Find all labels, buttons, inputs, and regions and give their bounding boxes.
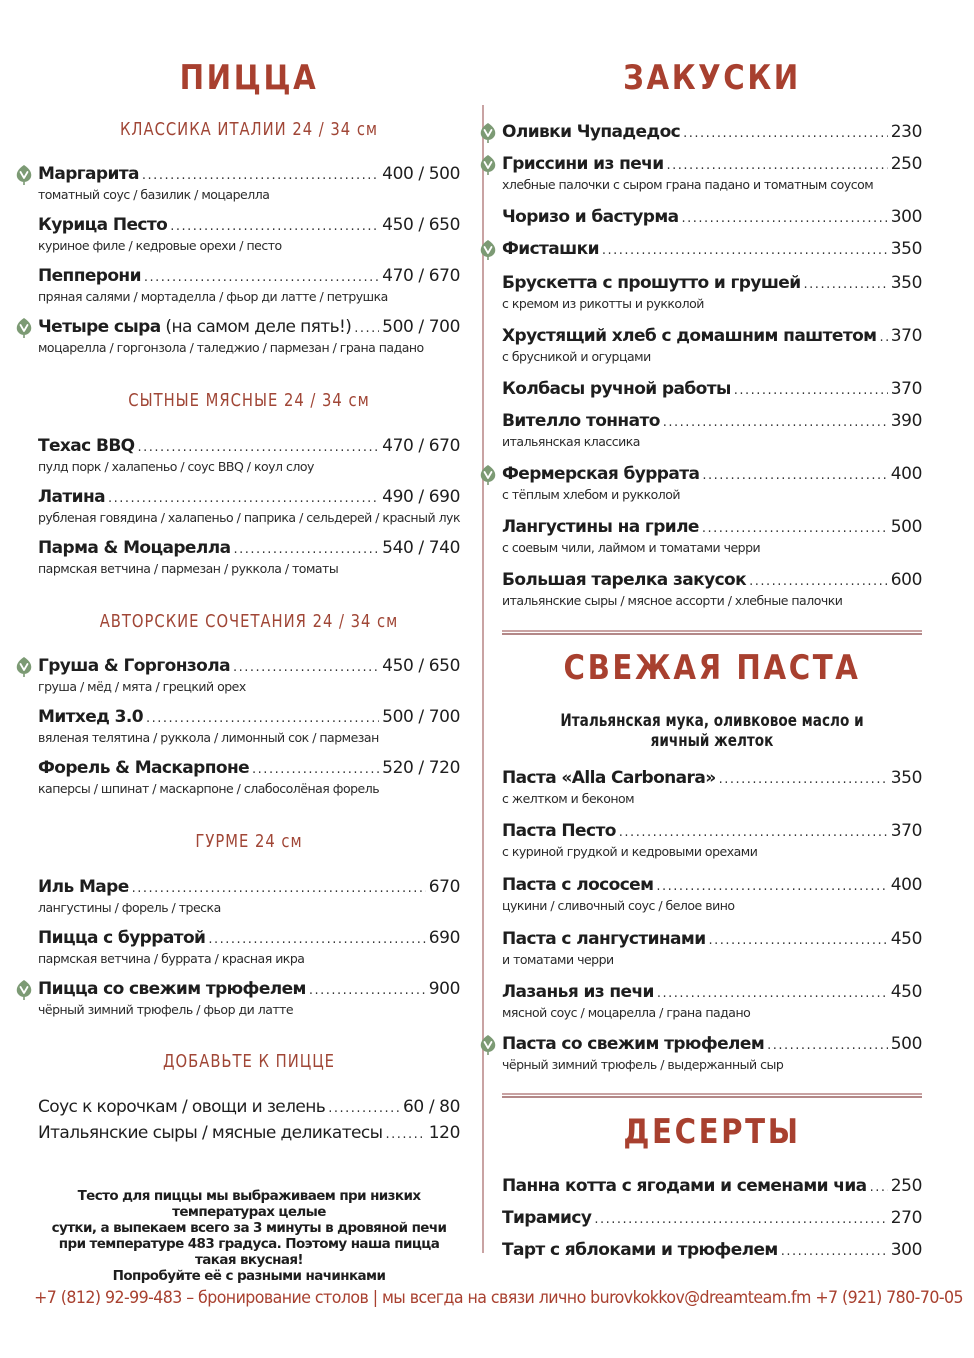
section-title-gourmet: ГУРМЕ 24 см bbox=[195, 831, 303, 852]
dot-leader bbox=[385, 1124, 425, 1146]
dot-leader bbox=[656, 876, 887, 898]
item-price: 540 / 740 bbox=[382, 538, 460, 558]
column-divider bbox=[482, 105, 484, 1253]
item-price: 300 bbox=[890, 1240, 922, 1260]
vegetarian-leaf-icon bbox=[16, 165, 32, 185]
item-name: Большая тарелка закусок bbox=[502, 570, 747, 590]
item-price: 370 bbox=[890, 379, 922, 399]
item-name: Чоризо и бастурма bbox=[502, 207, 679, 227]
item-description: рубленая говядина / халапеньо / паприка / сельдерей / красный лук bbox=[38, 510, 461, 525]
vegetarian-leaf-icon bbox=[480, 123, 496, 143]
menu-item bbox=[38, 163, 460, 203]
menu-item bbox=[502, 928, 922, 968]
item-name: Иль Маре bbox=[38, 877, 129, 897]
dot-leader bbox=[663, 412, 888, 434]
item-price: 470 / 670 bbox=[382, 436, 460, 456]
menu-item bbox=[502, 272, 922, 312]
menu-item bbox=[502, 1033, 922, 1073]
item-description: с кремом из рикотты и рукколой bbox=[502, 296, 704, 311]
item-description: мясной соус / моцарелла / грана падано bbox=[502, 1005, 751, 1020]
item-description: пармская ветчина / пармезан / руккола / томаты bbox=[38, 561, 339, 576]
vegetarian-leaf-icon bbox=[480, 465, 496, 485]
item-name: Пицца со свежим трюфелем bbox=[38, 979, 306, 999]
item-name: Паста со свежим трюфелем bbox=[502, 1034, 765, 1054]
item-name-extra: (на самом деле пять!) bbox=[160, 317, 352, 337]
menu-item bbox=[502, 767, 922, 807]
section-title-addons: ДОБАВЬТЕ К ПИЦЦЕ bbox=[163, 1051, 335, 1072]
item-name: Техас BBQ bbox=[38, 436, 135, 456]
item-name: Пепперони bbox=[38, 266, 141, 286]
dot-leader bbox=[146, 708, 379, 730]
menu-item bbox=[38, 706, 460, 746]
item-description: пулд порк / халапеньо / соус BBQ / коул слоу bbox=[38, 459, 314, 474]
item-name: Маргарита bbox=[38, 164, 139, 184]
dot-leader bbox=[144, 267, 379, 289]
item-name: Тарт с яблоками и трюфелем bbox=[502, 1240, 778, 1260]
appetizers-title: ЗАКУСКИ bbox=[623, 58, 801, 98]
item-name: Соус к корочкам / овощи и зелень bbox=[38, 1097, 326, 1117]
vegetarian-leaf-icon bbox=[16, 980, 32, 1000]
menu-item bbox=[38, 978, 460, 1018]
item-price: 470 / 670 bbox=[382, 266, 460, 286]
dot-leader bbox=[683, 123, 888, 145]
item-description: пряная салями / мортаделла / фьор ди латте / петрушка bbox=[38, 289, 388, 304]
item-name: Вителло тоннато bbox=[502, 411, 660, 431]
menu-item bbox=[502, 325, 922, 365]
item-price: 400 bbox=[890, 875, 922, 895]
menu-item bbox=[38, 316, 460, 356]
item-name: Оливки Чупадедос bbox=[502, 122, 681, 142]
dot-leader bbox=[328, 1098, 400, 1120]
vegetarian-leaf-icon bbox=[16, 657, 32, 677]
item-description: с желтком и беконом bbox=[502, 791, 635, 806]
section-divider bbox=[502, 630, 922, 635]
item-description: лангустины / форель / треска bbox=[38, 900, 221, 915]
dot-leader bbox=[108, 488, 379, 510]
item-name: Брускетта с прошутто и грушей bbox=[502, 273, 801, 293]
dot-leader bbox=[781, 1241, 888, 1263]
menu-item bbox=[502, 238, 922, 262]
item-name: Фисташки bbox=[502, 239, 599, 259]
dot-leader bbox=[170, 216, 379, 238]
vegetarian-leaf-icon bbox=[16, 318, 32, 338]
menu-item bbox=[38, 265, 460, 305]
item-name: Митхед 3.0 bbox=[38, 707, 143, 727]
item-description: моцарелла / горгонзола / таледжио / пармезан / грана падано bbox=[38, 340, 424, 355]
item-name: Латина bbox=[38, 487, 105, 507]
menu-item bbox=[502, 569, 922, 609]
item-price: 450 bbox=[890, 982, 922, 1002]
dot-leader bbox=[252, 759, 379, 781]
item-price: 900 bbox=[428, 979, 460, 999]
item-price: 500 / 700 bbox=[382, 317, 460, 337]
dot-leader bbox=[709, 930, 888, 952]
item-description: с тёплым хлебом и рукколой bbox=[502, 487, 681, 502]
item-description: цукини / сливочный соус / белое вино bbox=[502, 898, 735, 913]
item-name: Панна котта с ягодами и семенами чиа bbox=[502, 1176, 867, 1196]
item-description: вяленая телятина / руккола / лимонный сок / пармезан bbox=[38, 730, 379, 745]
menu-item bbox=[502, 206, 922, 230]
section-divider bbox=[502, 1093, 922, 1098]
item-price: 450 bbox=[890, 929, 922, 949]
note-line: при температуре 483 градуса. Поэтому наша пицца такая вкусная! bbox=[58, 1236, 440, 1268]
dot-leader bbox=[767, 1035, 888, 1057]
item-description: с куриной грудкой и кедровыми орехами bbox=[502, 844, 758, 859]
item-description: с соевым чили, лаймом и томатами черри bbox=[502, 540, 761, 555]
menu-item bbox=[502, 516, 922, 556]
menu-item bbox=[502, 820, 922, 860]
dot-leader bbox=[734, 380, 888, 402]
pasta-subtitle: Итальянская мука, оливковое масло и яичный желток bbox=[560, 711, 864, 751]
dot-leader bbox=[233, 539, 379, 561]
item-price: 250 bbox=[890, 154, 922, 174]
item-name: Лазанья из печи bbox=[502, 982, 654, 1002]
item-name: Гриссини из печи bbox=[502, 154, 664, 174]
item-name: Колбасы ручной работы bbox=[502, 379, 731, 399]
item-name: Форель & Маскарпоне bbox=[38, 758, 250, 778]
item-description: каперсы / шпинат / маскарпоне / слабосолёная форель bbox=[38, 781, 380, 796]
dot-leader bbox=[142, 165, 379, 187]
menu-item bbox=[502, 874, 922, 914]
dot-leader bbox=[208, 929, 425, 951]
item-name: Курица Песто bbox=[38, 215, 168, 235]
menu-item bbox=[38, 214, 460, 254]
item-price: 270 bbox=[890, 1208, 922, 1228]
item-name bbox=[38, 316, 351, 338]
dot-leader bbox=[657, 983, 888, 1005]
dot-leader bbox=[233, 657, 379, 679]
item-name: Лангустины на гриле bbox=[502, 517, 699, 537]
menu-item bbox=[38, 1096, 460, 1120]
note-line: сутки, а выпекаем всего за 3 минуты в дровяной печи bbox=[51, 1220, 447, 1236]
item-price: 450 / 650 bbox=[382, 215, 460, 235]
item-name: Парма & Моцарелла bbox=[38, 538, 231, 558]
pizza-dough-note bbox=[38, 1188, 460, 1284]
item-price: 500 bbox=[890, 517, 922, 537]
item-name: Тирамису bbox=[502, 1208, 592, 1228]
item-price: 390 bbox=[890, 411, 922, 431]
section-title-signature: АВТОРСКИЕ СОЧЕТАНИЯ 24 / 34 см bbox=[99, 611, 399, 632]
item-description: хлебные палочки с сыром грана падано и томатным соусом bbox=[502, 177, 874, 192]
item-description: груша / мёд / мята / грецкий орех bbox=[38, 679, 246, 694]
item-price: 490 / 690 bbox=[382, 487, 460, 507]
item-price: 520 / 720 bbox=[382, 758, 460, 778]
menu-item bbox=[502, 410, 922, 450]
dot-leader bbox=[804, 274, 888, 296]
dot-leader bbox=[594, 1209, 887, 1231]
item-name: Паста «Alla Carbonara» bbox=[502, 768, 716, 788]
item-price: 370 bbox=[890, 821, 922, 841]
item-name: Груша & Горгонзола bbox=[38, 656, 230, 676]
item-description: куриное филе / кедровые орехи / песто bbox=[38, 238, 282, 253]
vegetarian-leaf-icon bbox=[480, 1035, 496, 1055]
item-name: Фермерская буррата bbox=[502, 464, 700, 484]
item-price: 230 bbox=[890, 122, 922, 142]
menu-item bbox=[38, 655, 460, 695]
item-description: итальянские сыры / мясное ассорти / хлебные палочки bbox=[502, 593, 843, 608]
dot-leader bbox=[309, 980, 426, 1002]
menu-item bbox=[38, 537, 460, 577]
dot-leader bbox=[749, 571, 888, 593]
dot-leader bbox=[667, 155, 888, 177]
dot-leader bbox=[138, 437, 380, 459]
menu-item bbox=[502, 121, 922, 145]
dot-leader bbox=[702, 465, 887, 487]
dot-leader bbox=[619, 822, 888, 844]
dot-leader bbox=[702, 518, 888, 540]
item-price: 350 bbox=[890, 239, 922, 259]
dot-leader bbox=[602, 240, 888, 262]
vegetarian-leaf-icon bbox=[480, 240, 496, 260]
vegetarian-leaf-icon bbox=[480, 155, 496, 175]
item-price: 350 bbox=[890, 273, 922, 293]
menu-item bbox=[502, 463, 922, 503]
menu-item bbox=[38, 486, 460, 526]
item-price: 670 bbox=[428, 877, 460, 897]
item-description: чёрный зимний трюфель / выдержанный сыр bbox=[502, 1057, 784, 1072]
item-name: Паста Песто bbox=[502, 821, 616, 841]
dot-leader bbox=[682, 208, 888, 230]
item-description: итальянская классика bbox=[502, 434, 640, 449]
item-price: 370 bbox=[890, 326, 922, 346]
item-description: и томатами черри bbox=[502, 952, 614, 967]
item-price: 300 bbox=[890, 207, 922, 227]
menu-item bbox=[38, 927, 460, 967]
menu-item bbox=[38, 435, 460, 475]
section-title-classics: КЛАССИКА ИТАЛИИ 24 / 34 см bbox=[119, 119, 379, 140]
item-description: с брусникой и огурцами bbox=[502, 349, 651, 364]
item-name: Паста с лангустинами bbox=[502, 929, 706, 949]
menu-item bbox=[38, 1122, 460, 1146]
item-name: Хрустящий хлеб с домашним паштетом bbox=[502, 326, 877, 346]
pasta-title: СВЕЖАЯ ПАСТА bbox=[563, 648, 861, 688]
item-name: Итальянские сыры / мясные деликатесы bbox=[38, 1123, 383, 1143]
item-description: чёрный зимний трюфель / фьор ди латте bbox=[38, 1002, 294, 1017]
item-description: томатный соус / базилик / моцарелла bbox=[38, 187, 270, 202]
pizza-title: ПИЦЦА bbox=[179, 58, 319, 98]
menu-item bbox=[38, 757, 460, 797]
item-name-main: Четыре сыра bbox=[38, 317, 161, 337]
menu-item bbox=[502, 1207, 922, 1231]
menu-item bbox=[502, 1239, 922, 1263]
section-title-meat: СЫТНЫЕ МЯСНЫЕ 24 / 34 см bbox=[128, 390, 370, 411]
contact-footer: +7 (812) 92-99-483 – бронирование столов | мы всегда на связи лично burovkokkov@dreamteam.fm +7 (921) 780-70-05 bbox=[34, 1288, 963, 1308]
menu-item bbox=[502, 378, 922, 402]
menu-item bbox=[38, 876, 460, 916]
item-price: 450 / 650 bbox=[382, 656, 460, 676]
item-price: 120 bbox=[428, 1123, 460, 1143]
item-price: 60 / 80 bbox=[403, 1097, 460, 1117]
item-price: 400 bbox=[890, 464, 922, 484]
menu-item bbox=[502, 153, 922, 193]
item-price: 350 bbox=[890, 768, 922, 788]
item-description: пармская ветчина / буррата / красная икра bbox=[38, 951, 305, 966]
item-price: 500 / 700 bbox=[382, 707, 460, 727]
dot-leader bbox=[879, 327, 887, 349]
menu-item bbox=[502, 1175, 922, 1199]
menu-item bbox=[502, 981, 922, 1021]
note-line: Попробуйте её с разными начинками bbox=[112, 1268, 386, 1284]
dot-leader bbox=[354, 318, 379, 340]
item-price: 250 bbox=[890, 1176, 922, 1196]
note-line: Тесто для пиццы мы выбраживаем при низких температурах целые bbox=[77, 1188, 421, 1220]
dot-leader bbox=[132, 878, 426, 900]
dot-leader bbox=[870, 1177, 888, 1199]
item-price: 500 bbox=[890, 1034, 922, 1054]
item-price: 690 bbox=[428, 928, 460, 948]
dot-leader bbox=[719, 769, 888, 791]
item-name: Паста с лососем bbox=[502, 875, 654, 895]
desserts-title: ДЕСЕРТЫ bbox=[623, 1112, 801, 1152]
item-price: 400 / 500 bbox=[382, 164, 460, 184]
item-price: 600 bbox=[890, 570, 922, 590]
item-name: Пицца с бурратой bbox=[38, 928, 206, 948]
